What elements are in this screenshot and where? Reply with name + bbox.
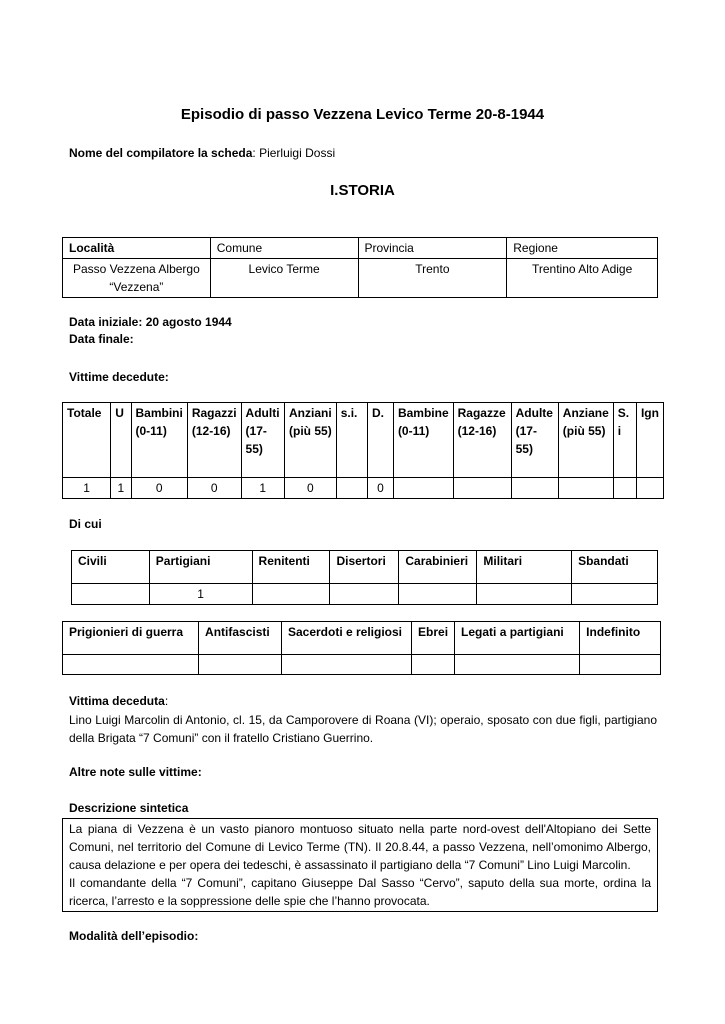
victims-header-anziani: Anziani (più 55) [285,403,337,478]
location-header-comune: Comune [210,238,358,259]
location-table [62,237,658,298]
victims-value-si [336,478,367,499]
di-cui-header-sbandati: Sbandati [572,551,658,584]
category-header-ebrei: Ebrei [412,622,455,655]
victim-detail-heading [69,694,168,708]
victims-header-adulti: Adulti (17-55) [241,403,284,478]
category-value-indefinito [580,655,661,675]
victim-detail-text: Lino Luigi Marcolin di Antonio, cl. 15, da Camporovere di Roana (VI); operaio, sposato con due figli, partigiano della Brigata “7 Comuni” con il fratello Cristiano Guerrino. [69,713,657,745]
victims-label: Vittime decedute: [69,370,169,384]
victims-header-d: D. [367,403,393,478]
category-value-sacerdoti [281,655,411,675]
location-value-localita: Passo Vezzena Albergo “Vezzena” [63,259,211,298]
di-cui-value-carabinieri [399,584,477,605]
category-value-antifascisti [199,655,282,675]
di-cui-table [71,550,658,605]
victims-header-ign: Ign [636,403,663,478]
description-paragraph-1: La piana di Vezzena è un vasto pianoro montuoso situato nella parte nord-ovest dell'Altopiano dei Sette Comuni, nel territorio del Comune di Levico Terme (TN). Il 20.8.44, a passo Vezzena, nell’omonimo Albergo, causa delazione e per opera dei tedeschi, è assassinato il partigiano della “7 Comuni” Lino Luigi Marcolin. [69,822,651,872]
victim-detail-label-sep: : [164,694,169,708]
victims-value-d: 0 [367,478,393,499]
victims-value-u: 1 [111,478,131,499]
victims-value-ragazzi: 0 [187,478,241,499]
other-notes-label: Altre note sulle vittime: [69,765,202,779]
category-header-antifascisti: Antifascisti [199,622,282,655]
victims-value-adulte [511,478,558,499]
di-cui-header-renitenti: Renitenti [252,551,330,584]
di-cui-header-disertori: Disertori [330,551,399,584]
victims-value-totale: 1 [63,478,111,499]
compiler-line [69,146,335,160]
location-value-provincia: Trento [358,259,507,298]
victims-value-adulti: 1 [241,478,284,499]
location-header-regione: Regione [507,238,658,259]
category-header-legati: Legati a partigiani [455,622,580,655]
di-cui-value-renitenti [252,584,330,605]
location-header-provincia: Provincia [358,238,507,259]
end-date: Data finale: [69,332,134,346]
victims-value-ign [636,478,663,499]
di-cui-value-partigiani: 1 [149,584,252,605]
category-value-ebrei [412,655,455,675]
victims-header-bambine: Bambine (0-11) [393,403,453,478]
victims-header-u: U [111,403,131,478]
category-value-legati [455,655,580,675]
compiler-label: Nome del compilatore la scheda [69,146,253,160]
victims-value-s-i [613,478,636,499]
categories-table [62,621,661,675]
victims-header-si: s.i. [336,403,367,478]
di-cui-header-civili: Civili [72,551,150,584]
victim-detail-label: Vittima deceduta [69,694,165,708]
description-box [62,818,658,912]
di-cui-value-disertori [330,584,399,605]
di-cui-label: Di cui [69,517,102,531]
description-label: Descrizione sintetica [69,801,189,815]
di-cui-header-partigiani: Partigiani [149,551,252,584]
victims-header-bambini: Bambini (0-11) [131,403,187,478]
compiler-name: Pierluigi Dossi [259,146,336,160]
location-value-comune: Levico Terme [210,259,358,298]
victims-value-bambini: 0 [131,478,187,499]
victims-header-adulte: Adulte (17-55) [511,403,558,478]
category-header-indefinito: Indefinito [580,622,661,655]
start-date: Data iniziale: 20 agosto 1944 [69,315,232,329]
location-value-regione: Trentino Alto Adige [507,259,658,298]
category-header-prigionieri: Prigionieri di guerra [63,622,199,655]
di-cui-header-carabinieri: Carabinieri [399,551,477,584]
victims-header-ragazzi: Ragazzi (12-16) [187,403,241,478]
document-title: Episodio di passo Vezzena Levico Terme 20-8-1944 [180,106,545,123]
victims-table [62,402,664,499]
victims-header-s-i: S. i [613,403,636,478]
description-paragraph-2: Il comandante della “7 Comuni”, capitano Giuseppe Dal Sasso “Cervo”, saputo della sua morte, ordina la ricerca, l’arresto e la soppressione delle spie che l’hanno provocata. [69,876,651,908]
section-title: I.STORIA [330,182,395,199]
victims-value-anziani: 0 [285,478,337,499]
di-cui-value-civili [72,584,150,605]
di-cui-header-militari: Militari [477,551,572,584]
victims-header-totale: Totale [63,403,111,478]
compiler-separator: : [252,146,260,160]
modality-label: Modalità dell’episodio: [69,929,199,943]
location-header-localita: Località [63,238,211,259]
di-cui-value-sbandati [572,584,658,605]
di-cui-value-militari [477,584,572,605]
victims-header-anziane: Anziane (più 55) [558,403,613,478]
victims-value-anziane [558,478,613,499]
victims-header-ragazze: Ragazze (12-16) [453,403,511,478]
category-value-prigionieri [63,655,199,675]
victims-value-ragazze [453,478,511,499]
victims-value-bambine [393,478,453,499]
category-header-sacerdoti: Sacerdoti e religiosi [281,622,411,655]
